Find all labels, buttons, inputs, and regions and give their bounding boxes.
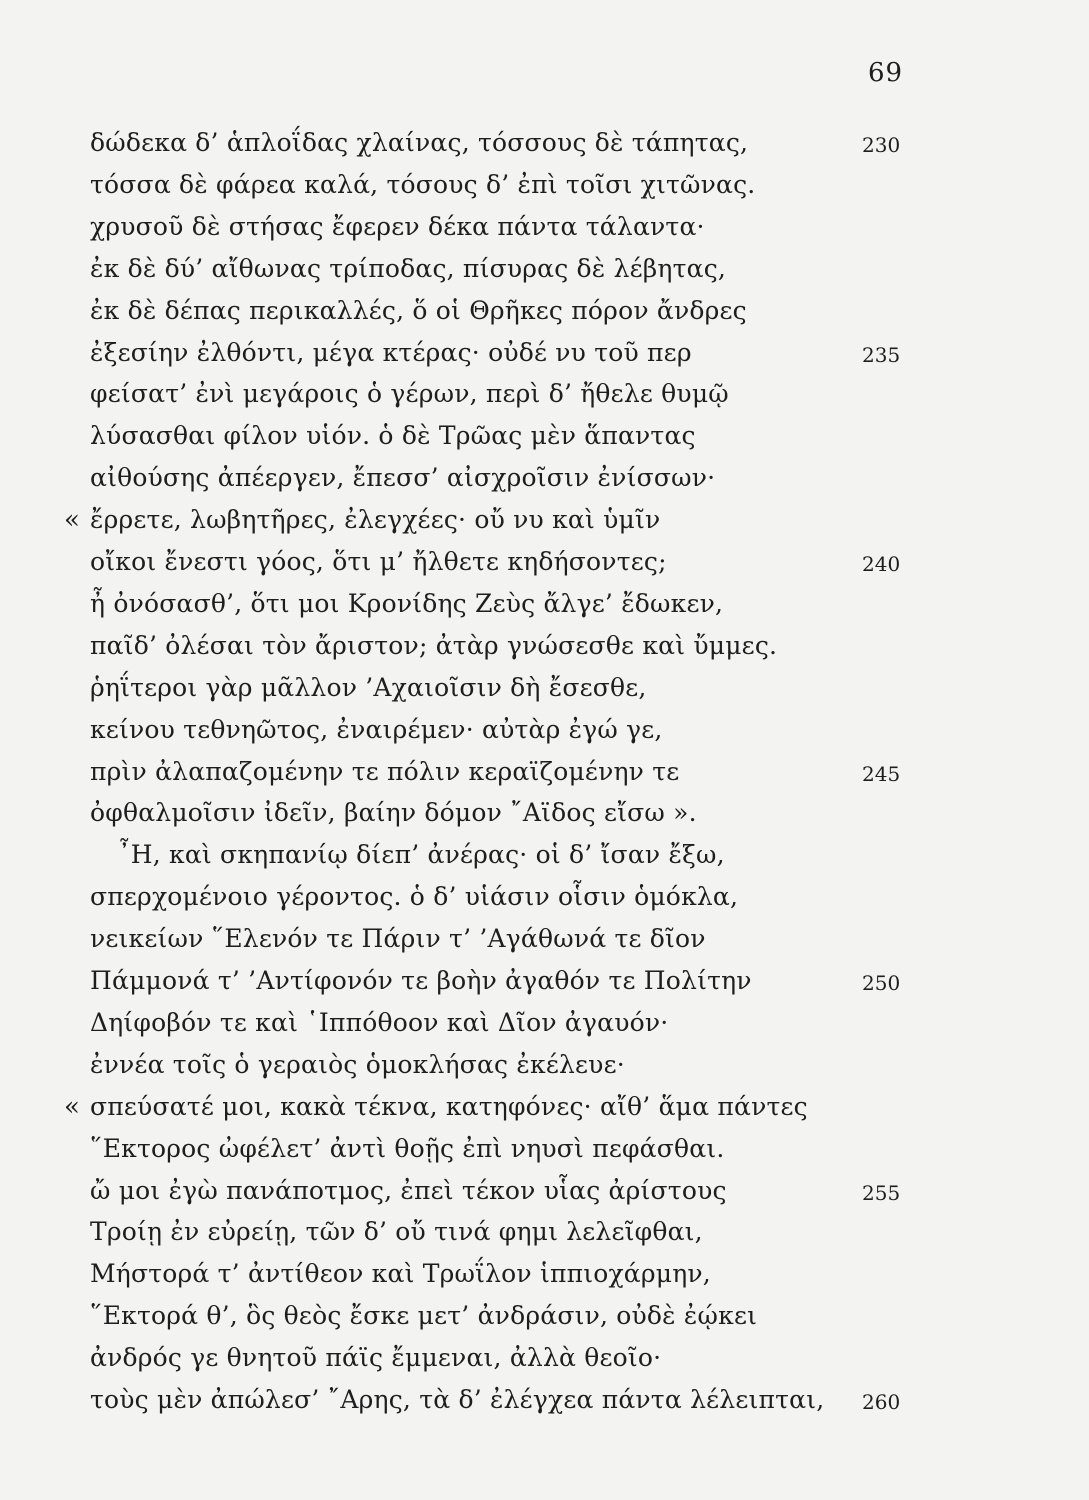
verse-text: Τροίῃ ἐν εὐρείῃ, τῶν δ’ οὔ τινά φημι λελεῖφθαι,	[90, 1217, 703, 1247]
line-number: 235	[862, 342, 901, 367]
verse-line	[0, 206, 1089, 248]
verse-line	[0, 248, 1089, 290]
line-number: 245	[862, 761, 901, 786]
verse-line	[0, 457, 1089, 499]
verse-line	[0, 373, 1089, 415]
verse-text: ῏Η, καὶ σκηπανίῳ δίεπ’ ἀνέρας· οἱ δ’ ἴσαν ἔξω,	[118, 840, 725, 870]
verse-text: ὀφθαλμοῖσιν ἰδεῖν, βαίην δόμον ῎Αϊδος εἴσω ».	[90, 798, 697, 828]
verse-text: ἦ ὀνόσασθ’, ὅτι μοι Κρονίδης Ζεὺς ἄλγε’ ἔδωκεν,	[90, 588, 724, 618]
verse-line	[0, 1295, 1089, 1337]
verse-line	[0, 122, 1089, 164]
verse-line	[0, 1044, 1089, 1086]
verse-text: αἰθούσης ἀπέεργεν, ἔπεσσ’ αἰσχροῖσιν ἐνίσσων·	[90, 463, 716, 493]
verse-text: δώδεκα δ’ ἁπλοΐδας χλαίνας, τόσσους δὲ τάπητας,	[90, 128, 749, 157]
verse-line	[0, 1379, 1089, 1421]
line-number: 230	[862, 133, 901, 157]
verse-line	[0, 792, 1089, 834]
verse-text: παῖδ’ ὀλέσαι τὸν ἄριστον; ἀτὰρ γνώσεσθε καὶ ὔμμες.	[90, 630, 778, 660]
verse-text: ἐκ δὲ δέπας περικαλλές, ὅ οἱ Θρῆκες πόρον ἄνδρες	[90, 295, 747, 325]
verse-line	[0, 332, 1089, 374]
verse-text: ἐκ δὲ δύ’ αἴθωνας τρίποδας, πίσυρας δὲ λέβητας,	[90, 253, 727, 283]
verse-line	[0, 1128, 1089, 1170]
verse-line	[0, 499, 1089, 541]
verse-line	[0, 290, 1089, 332]
line-number: 255	[862, 1180, 901, 1205]
verse-text: νεικείων ῞Ελενόν τε Πάριν τ’ ’Αγάθωνά τε δῖον	[90, 924, 706, 954]
opening-quote-mark: «	[64, 1091, 80, 1122]
verse-text: ῞Εκτορος ὠφέλετ’ ἀντὶ θοῇς ἐπὶ νηυσὶ πεφάσθαι.	[90, 1133, 725, 1163]
verse-text: ἐξεσίην ἐλθόντι, μέγα κτέρας· οὐδέ νυ τοῦ περ	[90, 337, 692, 367]
verse-text: Δηίφοβόν τε καὶ ῾Ιππόθοον καὶ Δῖον ἀγαυόν·	[90, 1007, 669, 1037]
verse-line	[0, 667, 1089, 709]
verse-text: τόσσα δὲ φάρεα καλά, τόσους δ’ ἐπὶ τοῖσι χιτῶνας.	[90, 169, 756, 199]
verse-line	[0, 960, 1089, 1002]
verse-text: οἴκοι ἔνεστι γόος, ὅτι μ’ ἤλθετε κηδήσοντες;	[90, 547, 667, 576]
verse-line	[0, 918, 1089, 960]
line-number: 260	[862, 1390, 901, 1414]
verse-text: τοὺς μὲν ἀπώλεσ’ ῎Αρης, τὰ δ’ ἐλέγχεα πάντα λέλειπται,	[90, 1385, 825, 1414]
verse-text: πρὶν ἀλαπαζομένην τε πόλιν κεραϊζομένην τε	[90, 756, 680, 786]
line-number: 240	[862, 552, 901, 576]
verse-line	[0, 1170, 1089, 1212]
verse-line	[0, 1002, 1089, 1044]
line-number: 250	[862, 971, 901, 995]
verse-text: ὤ μοι ἐγὼ πανάποτμος, ἐπεὶ τέκον υἷας ἀρίστους	[90, 1175, 727, 1205]
verse-text: ἔρρετε, λωβητῆρες, ἐλεγχέες· οὔ νυ καὶ ὑμῖν	[90, 505, 661, 535]
verse-text: ῞Εκτορά θ’, ὃς θεὸς ἔσκε μετ’ ἀνδράσιν, οὐδὲ ἐῴκει	[90, 1301, 758, 1331]
verse-line	[0, 1253, 1089, 1295]
verse-text: ἀνδρός γε θνητοῦ πάϊς ἔμμεναι, ἀλλὰ θεοῖο·	[90, 1343, 662, 1373]
verse-line	[0, 164, 1089, 206]
verse-text: σπερχομένοιο γέροντος. ὁ δ’ υἱάσιν οἷσιν ὁμόκλα,	[90, 882, 739, 912]
opening-quote-mark: «	[64, 505, 80, 536]
verse-line	[0, 709, 1089, 751]
verse-text: χρυσοῦ δὲ στήσας ἔφερεν δέκα πάντα τάλαντα·	[90, 211, 705, 241]
verse-line	[0, 876, 1089, 918]
verse-line	[0, 625, 1089, 667]
verse-text: λύσασθαι φίλον υἱόν. ὁ δὲ Τρῶας μὲν ἅπαντας	[90, 421, 696, 451]
verse-text: ἐννέα τοῖς ὁ γεραιὸς ὁμοκλήσας ἐκέλευε·	[90, 1049, 625, 1079]
verse-line	[0, 1337, 1089, 1379]
verse-line	[0, 834, 1089, 876]
verse-text: κείνου τεθνηῶτος, ἐναιρέμεν· αὐτὰρ ἐγώ γε,	[90, 714, 663, 744]
verse-text: σπεύσατέ μοι, κακὰ τέκνα, κατηφόνες· αἴθ’ ἅμα πάντες	[90, 1091, 808, 1121]
verse-line	[0, 751, 1089, 793]
verse-line	[0, 541, 1089, 583]
verse-text: ῥηΐτεροι γὰρ μᾶλλον ’Αχαιοῖσιν δὴ ἔσεσθε,	[90, 672, 647, 702]
verse-text: Πάμμονά τ’ ’Αντίφονόν τε βοὴν ἀγαθόν τε Πολίτην	[90, 966, 752, 995]
verse-text: φείσατ’ ἐνὶ μεγάροις ὁ γέρων, περὶ δ’ ἤθελε θυμῷ	[90, 379, 729, 409]
verse-line	[0, 1086, 1089, 1128]
verse-line	[0, 583, 1089, 625]
page-number: 69	[868, 58, 904, 88]
verse-line	[0, 1211, 1089, 1253]
verse-line	[0, 415, 1089, 457]
verse-text: Μήστορά τ’ ἀντίθεον καὶ Τρωΐλον ἱππιοχάρμην,	[90, 1259, 711, 1289]
